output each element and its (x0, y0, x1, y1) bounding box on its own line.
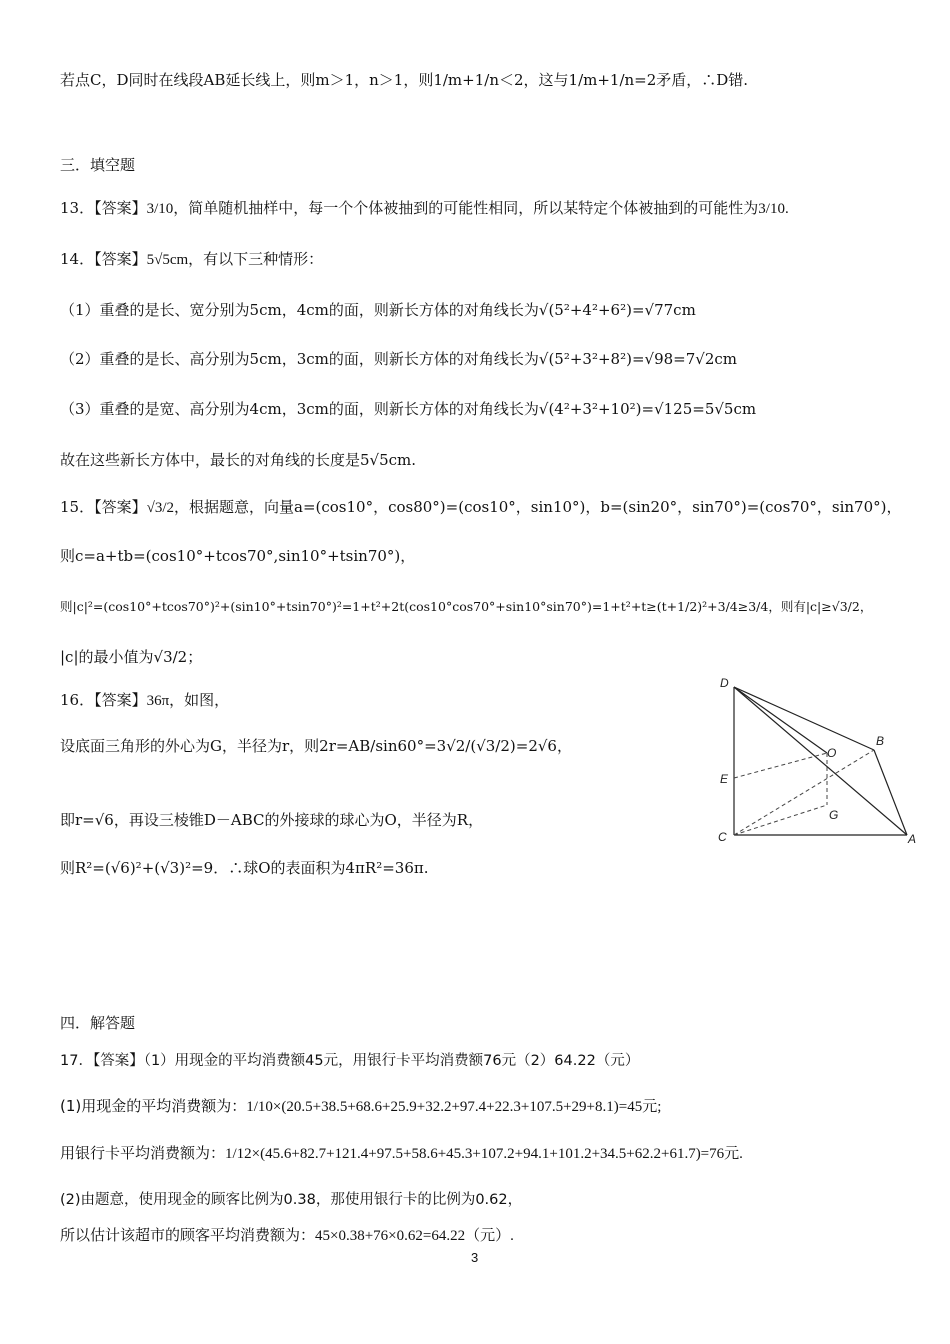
q13-text: ，简单随机抽样中，每一个个体被抽到的可能性相同，所以某特定个体被抽到的可能性为 (173, 199, 759, 217)
q14 (60, 249, 323, 270)
q15-answer: √3/2 (146, 500, 174, 516)
label-d: D (720, 676, 729, 690)
q15-line3: 则|c|²=(cos10°+tcos70°)²+(sin10°+tsin70°)²=1+t²+2t(cos10°cos70°+sin10°sin70°)=1+t²+t≥(t+1/2)²+3/4≥3/4，则有|c|≥√3/2， (60, 599, 873, 614)
line-top (60, 70, 748, 90)
q14-case-3: （3）重叠的是宽、高分别为4cm，3cm的面，则新长方体的对角线长为√(4²+3²+10²)=√125=5√5cm (60, 400, 757, 418)
edge-da (734, 687, 907, 835)
tetrahedron-figure (712, 675, 942, 855)
q17-p1-expr: 1/10×(20.5+38.5+68.6+25.9+32.2+97.4+22.3+107.5+29+8.1)=45元; (246, 1099, 662, 1115)
q17-p2-lead: 用银行卡平均消费额为： (60, 1144, 226, 1162)
q14-answer: 5√5cm (146, 252, 189, 268)
label-a: A (908, 832, 917, 846)
label-g: G (829, 808, 839, 822)
label-e: E (720, 772, 729, 786)
dash-eo (734, 753, 827, 778)
page-number: 3 (471, 1250, 479, 1265)
q16-label: 16．【答案】 (60, 691, 147, 709)
q17 (60, 1051, 639, 1071)
section-3-heading: 三．填空题 (60, 156, 136, 174)
edge-ba (874, 750, 907, 835)
q13-answer: 3/10 (146, 201, 174, 217)
label-o: O (827, 746, 837, 760)
q17-p3: (2)由题意，使用现金的顾客比例为0.38，那使用银行卡的比例为0.62， (60, 1192, 523, 1208)
q13-label: 13．【答案】 (60, 199, 147, 217)
q16 (60, 690, 229, 711)
q15-line2: 则c=a+tb=(cos10°+tcos70°,sin10°+tsin70°)， (60, 547, 416, 565)
q13 (60, 198, 789, 219)
q16-line3: 则R²=(√6)²+(√3)²=9．∴球O的表面积为4πR²=36π. (60, 859, 429, 877)
q14-intro: ，有以下三种情形： (188, 250, 324, 268)
section-4-heading: 四．解答题 (60, 1014, 136, 1032)
q17-label: 17．【答案】 (60, 1053, 144, 1069)
q16-line1: 设底面三角形的外心为G，半径为r，则2r=AB/sin60°=3√2/(√3/2)=2√6， (60, 737, 572, 755)
q17-p2-expr: 1/12×(45.6+82.7+121.4+97.5+58.6+45.3+107.2+94.1+101.2+34.5+62.2+61.7)=76元. (225, 1146, 743, 1162)
label-b: B (876, 734, 885, 748)
q17-p4 (60, 1225, 514, 1246)
q16-line2: 即r=√6，再设三棱锥D－ABC的外接球的球心为O，半径为R， (60, 811, 484, 829)
q16-intro: ，如图， (169, 691, 230, 709)
q14-conclusion: 故在这些新长方体中，最长的对角线的长度是5√5cm. (60, 451, 417, 469)
q17-summary: （1）用现金的平均消费额45元，用银行卡平均消费额76元（2）64.22（元） (143, 1053, 640, 1069)
q14-case-1: （1）重叠的是长、宽分别为5cm，4cm的面，则新长方体的对角线长为√(5²+4²+6²)=√77cm (60, 301, 696, 319)
q15-label: 15．【答案】 (60, 498, 147, 516)
edge-db (734, 687, 874, 750)
q17-p2 (60, 1143, 743, 1164)
q14-case-2: （2）重叠的是长、高分别为5cm，3cm的面，则新长方体的对角线长为√(5²+3²+8²)=√98=7√2cm (60, 350, 738, 368)
dash-cb (734, 750, 874, 835)
q15 (60, 497, 901, 518)
q16-answer: 36π (146, 693, 170, 709)
dash-cg (734, 805, 827, 835)
line-top-text: 若点C，D同时在线段AB延长线上，则m＞1，n＞1，则1/m+1/n＜2，这与1/m+1/n=2矛盾，∴D错. (60, 71, 749, 89)
q17-p1 (60, 1096, 661, 1117)
edge-do (734, 687, 827, 753)
q15-line1: ，根据题意，向量a=(cos10°，cos80°)=(cos10°，sin10°)，b=(sin20°，sin70°)=(cos70°，sin70°)， (174, 498, 902, 516)
q17-p4-lead: 所以估计该超市的顾客平均消费额为： (60, 1226, 316, 1244)
q17-p1-lead: (1)用现金的平均消费额为： (60, 1097, 247, 1115)
label-c: C (718, 830, 727, 844)
q17-p4-expr: 45×0.38+76×0.62=64.22（元）. (315, 1228, 514, 1244)
q13-end: 3/10. (758, 201, 789, 217)
q14-label: 14．【答案】 (60, 250, 147, 268)
q15-line4: |c|的最小值为√3/2； (60, 648, 203, 666)
